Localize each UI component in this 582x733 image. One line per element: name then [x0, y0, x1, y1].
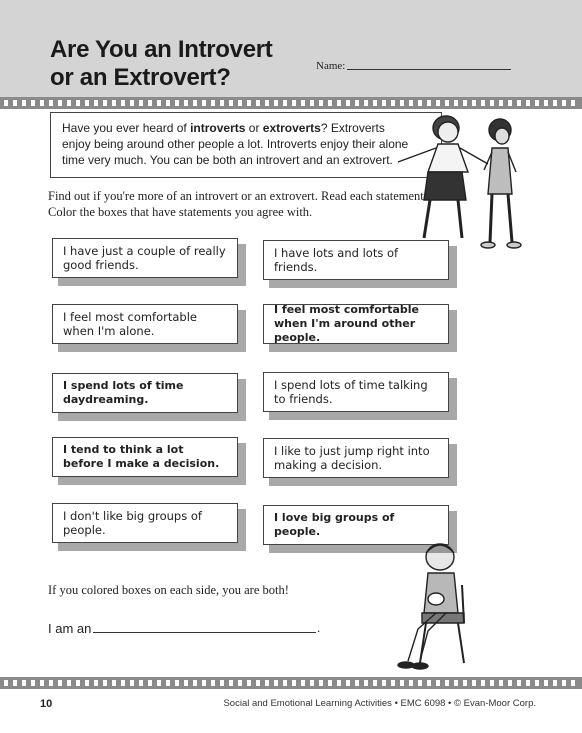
statement-text: I have lots and lots of friends.	[274, 246, 399, 274]
intro-text: Have you ever heard of introverts or extroverts? Extroverts enjoy being around other people a lot. Introverts enjoy their alone time very much. You can be both an introvert and an extrovert.	[62, 121, 409, 167]
statement-text: I don't like big groups of people.	[63, 509, 202, 537]
i-am-label: I am an	[48, 621, 92, 636]
both-note: If you colored boxes on each side, you are both!	[48, 583, 289, 597]
page-title	[50, 36, 273, 92]
page-number: 10	[40, 698, 53, 710]
intro-word-extroverts: extroverts	[262, 121, 321, 135]
statement-text: I love big groups of people.	[274, 511, 395, 538]
i-am-answer-field[interactable]	[93, 632, 316, 633]
intro-word-introverts: introverts	[190, 121, 246, 135]
statement-text: I feel most comfortable when I'm around other people.	[274, 303, 419, 344]
statement-left-1[interactable]	[52, 238, 242, 282]
instructions: Find out if you're more of an introvert or an extrovert. Read each statement. Color the boxes that have statements you agree with.	[48, 189, 427, 219]
statement-text: I spend lots of time daydreaming.	[63, 379, 184, 406]
statement-right-1[interactable]	[263, 240, 453, 284]
film-strip-top	[0, 97, 582, 109]
children-illustration	[388, 110, 538, 255]
i-am-period: .	[317, 620, 321, 635]
statement-right-2[interactable]	[263, 304, 453, 348]
name-field[interactable]	[347, 69, 511, 70]
statement-left-5[interactable]	[52, 503, 242, 547]
statement-right-4[interactable]	[263, 438, 453, 482]
statement-text: I tend to think a lot before I make a decision.	[63, 443, 220, 470]
title-line-1: Are You an Introvert	[50, 36, 273, 63]
footer-credit: Social and Emotional Learning Activities • EMC 6098 • © Evan-Moor Corp.	[223, 698, 536, 709]
film-strip-bottom	[0, 677, 582, 689]
seated-girl-illustration	[392, 535, 492, 677]
statement-left-3[interactable]	[52, 373, 242, 417]
name-label: Name:	[316, 60, 346, 72]
statement-text: I like to just jump right into making a decision.	[274, 444, 430, 472]
statement-text: I feel most comfortable when I'm alone.	[63, 310, 197, 338]
statement-text: I have just a couple of really good friends.	[63, 244, 226, 272]
statement-right-3[interactable]	[263, 372, 453, 416]
statement-text: I spend lots of time talking to friends.	[274, 378, 428, 406]
statement-left-2[interactable]	[52, 304, 242, 348]
title-line-2: or an Extrovert?	[50, 64, 231, 91]
statement-left-4[interactable]	[52, 437, 242, 481]
